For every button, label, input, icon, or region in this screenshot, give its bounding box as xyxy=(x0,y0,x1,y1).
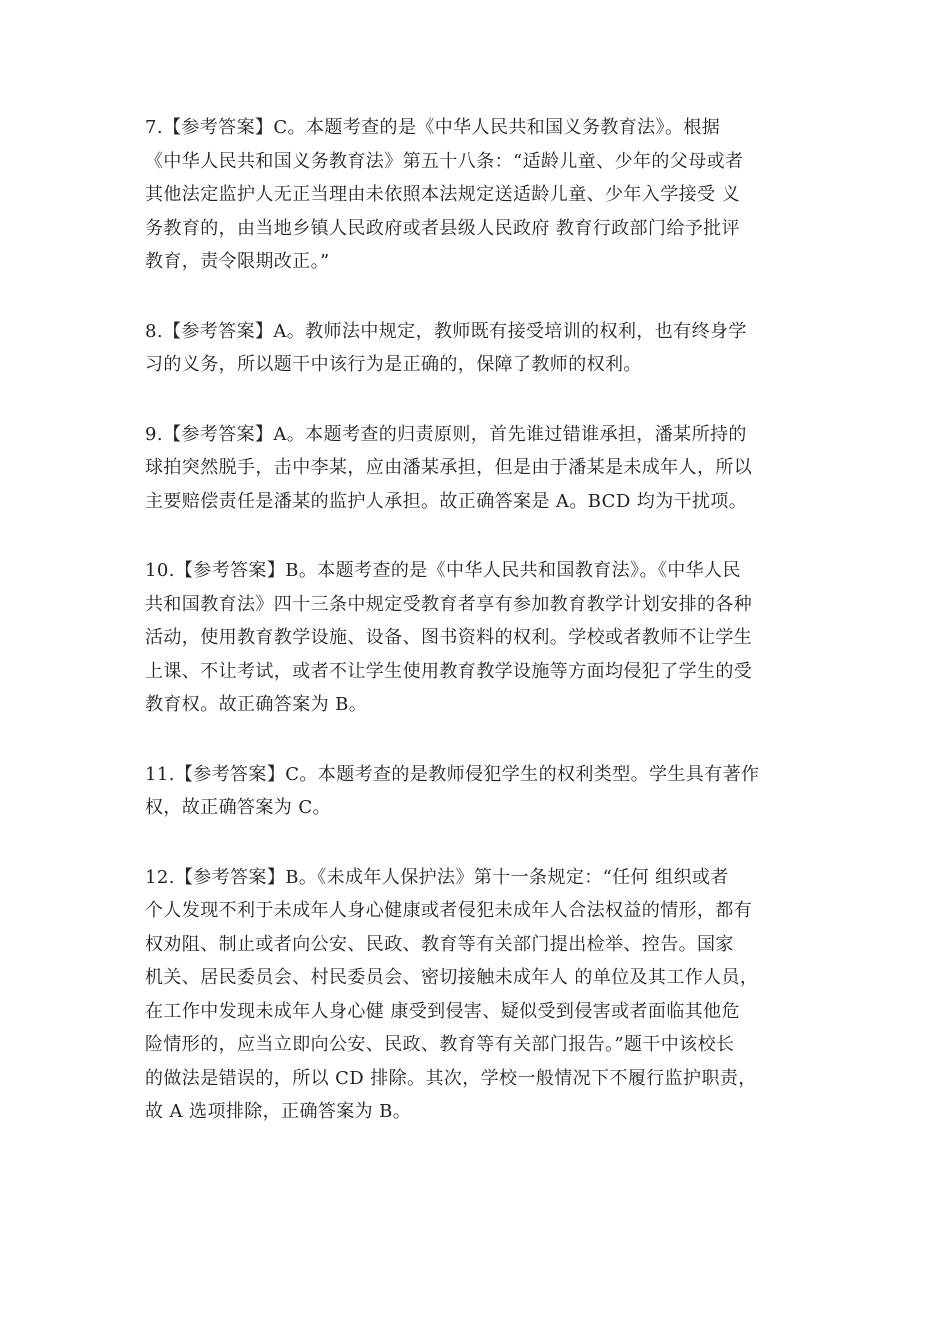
answer-10 xyxy=(145,554,809,722)
text-line: 教育，责令限期改正。” xyxy=(145,251,330,272)
text-line: 习的义务，所以题干中该行为是正确的，保障了教师的权利。 xyxy=(145,354,642,375)
text-line: 权，故正确答案为 C。 xyxy=(145,797,331,818)
text-line: 球拍突然脱手，击中李某，应由潘某承担，但是由于潘某是未成年人，所以 xyxy=(145,457,753,478)
text-line: 活动，使用教育教学设施、设备、图书资料的权利。学校或者教师不让学生 xyxy=(145,627,753,648)
text-line: 9.【参考答案】A。本题考查的归责原则，首先谁过错谁承担，潘某所持的 xyxy=(145,423,747,445)
text-line: 上课、不让考试，或者不让学生使用教育教学设施等方面均侵犯了学生的受 xyxy=(145,660,753,682)
text-line: 主要赔偿责任是潘某的监护人承担。故正确答案是 A。BCD 均为干扰项。 xyxy=(145,490,748,512)
document-page xyxy=(145,111,809,1165)
answer-9 xyxy=(145,418,809,519)
text-line: 其他法定监护人无正当理由未依照本法规定送适龄儿童、少年入学接受 义 xyxy=(145,184,740,205)
text-line: 共和国教育法》四十三条中规定受教育者享有参加教育教学计划安排的各种 xyxy=(145,593,753,615)
text-line: 险情形的，应当立即向公安、民政、教育等有关部门报告。”题干中该校长 xyxy=(145,1034,735,1055)
text-line: 10.【参考答案】B。本题考查的是《中华人民共和国教育法》。《中华人民 xyxy=(145,560,741,581)
text-line: 个人发现不利于未成年人身心健康或者侵犯未成年人合法权益的情形，都有 xyxy=(145,900,753,921)
answer-7 xyxy=(145,111,809,279)
text-line: 在工作中发现未成年人身心健 康受到侵害、疑似受到侵害或者面临其他危 xyxy=(145,1000,740,1022)
answer-12 xyxy=(145,861,809,1129)
text-line: 11.【参考答案】C。本题考查的是教师侵犯学生的权利类型。学生具有著作 xyxy=(145,763,760,785)
text-line: 务教育的，由当地乡镇人民政府或者县级人民政府 教育行政部门给予批评 xyxy=(145,217,740,239)
text-line: 机关、居民委员会、村民委员会、密切接触未成年人 的单位及其工作人员， xyxy=(145,967,759,988)
text-line: 《中华人民共和国义务教育法》第五十八条：“适龄儿童、少年的父母或者 xyxy=(145,150,744,172)
text-line: 权劝阻、制止或者向公安、民政、教育等有关部门提出检举、控告。国家 xyxy=(145,933,734,955)
text-line: 故 A 选项排除，正确答案为 B。 xyxy=(145,1101,412,1122)
text-line: 7.【参考答案】C。本题考查的是《中华人民共和国义务教育法》。根据 xyxy=(145,117,721,138)
text-line: 12.【参考答案】B。《未成年人保护法》第十一条规定：“任何 组织或者 xyxy=(145,866,729,888)
answer-11 xyxy=(145,758,809,825)
text-line: 教育权。故正确答案为 B。 xyxy=(145,694,368,715)
answer-8 xyxy=(145,315,809,382)
text-line: 8.【参考答案】A。教师法中规定，教师既有接受培训的权利，也有终身学 xyxy=(145,320,747,342)
text-line: 的做法是错误的，所以 CD 排除。其次，学校一般情况下不履行监护职责， xyxy=(145,1067,757,1089)
